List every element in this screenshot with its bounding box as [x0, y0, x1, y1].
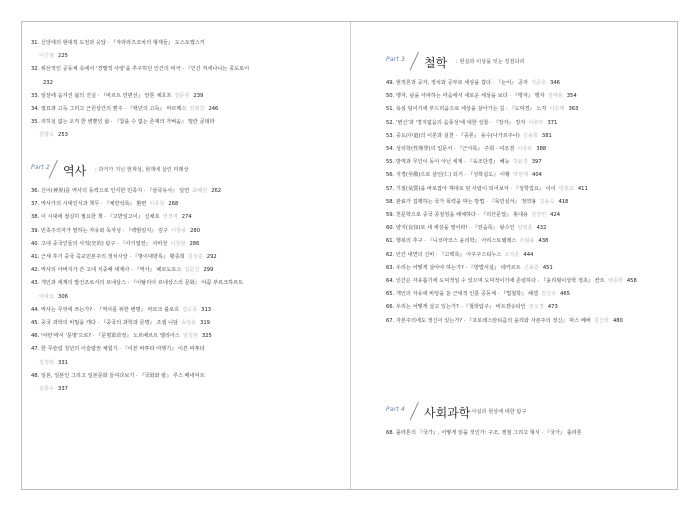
entry-title: 근세 후기 중국 죽교민본주의 정치사상 · 『명이대방록』 황종희	[40, 254, 185, 260]
entry-page-number: 325	[201, 333, 212, 340]
entry-number: 48.	[31, 372, 40, 379]
entry-author: 김용숙	[539, 198, 555, 205]
entry-page-number: 280	[190, 227, 201, 234]
entry-title: 중도(中道)의 이론과 실천 · 『중론』 용수(나가르주나)	[395, 132, 520, 139]
entry-author: 김정위	[39, 359, 55, 366]
entry-title: 인간은 자유롭기에 도덕적일 수 있으며 도덕적이기에 존엄하다 · 『윤리형이상학 정초』 칸트	[395, 278, 605, 284]
entry-title: 양지(良知)로 새 세상을 열어라! · 『전습록』 왕수인	[395, 225, 515, 232]
entry-author: 권오경	[528, 304, 544, 311]
entry-page-number: 225	[58, 53, 68, 60]
entry-author: 강윤경	[512, 159, 528, 166]
entry-number: 36.	[31, 188, 40, 194]
entry-author: 박현교	[558, 185, 574, 192]
entry-title: 신이(神異)를 역사의 동력으로 인식한 민족지 · 『삼국유사』 일연	[40, 188, 190, 194]
entry-page-number: 232	[43, 79, 53, 86]
toc-entry	[31, 304, 331, 317]
entry-page-number: 292	[206, 254, 217, 260]
entry-page-number: 274	[181, 214, 192, 221]
part-subtitle: : 사실과 현상에 대한 탐구	[468, 409, 527, 415]
entry-title: 중국 과학의 비밀을 캐다 · 『중국의 과학과 문명』 조셉 니담	[40, 320, 179, 326]
entry-number: 32.	[31, 66, 40, 73]
entry-author: 이종원	[149, 201, 165, 208]
entry-title: 기질(氣質)을 바로잡아 제대로 된 사람이 되어보자 · 『성학집요』 이이	[395, 185, 556, 192]
entry-page-number: 354	[566, 93, 577, 100]
toc-entry	[386, 156, 668, 169]
entry-number: 60.	[386, 225, 395, 232]
entry-page-number: 253	[58, 132, 68, 139]
entry-title: 지경(至敬)으로 살인(仁) 되기 · 『성학십도』 이황	[395, 172, 510, 179]
entry-title: 천문학으로 중국 종질검을 해체하다 · 『의산문답』 홍대용	[395, 212, 529, 218]
toc-entry	[31, 317, 331, 330]
entry-number: 51.	[386, 106, 395, 113]
part-subtitle: : 현실과 이상을 잇는 징검다리	[456, 59, 525, 65]
entry-title: 플라톤의 『국가』, 어떻게 읽을 것인가: 구조, 쟁점 그리고 형식 · 『국가』 플라톤	[395, 430, 582, 436]
entry-page-number: 418	[558, 198, 569, 205]
entry-number: 68.	[386, 430, 395, 436]
entry-title: '변신'과 '경지없음의 음풍성'에 대한 성찰 · 『장자』 장자	[395, 119, 526, 126]
toc-entry	[31, 238, 331, 251]
entry-page-number: 246	[208, 106, 219, 112]
entry-number: 44.	[31, 306, 40, 313]
entry-title: 맹자, 남을 아파하는 마음에서 새로운 세상을 보다 · 『맹자』 맹자	[395, 93, 545, 100]
toc-entry	[31, 330, 331, 343]
page-gutter	[350, 22, 351, 489]
entry-title: 리히실 없는 오직 한 변뿐인 삶 · 『참을 수 없는 존재의 가벼움』 밀란 쿤데라	[40, 119, 215, 126]
entry-author: 박현재	[513, 172, 529, 179]
toc-entry	[386, 196, 668, 209]
entry-title: 위선적인 공동체 속에서 '경멸적 사랑'을 추구하던 인간의 비극 · 『인간 저세나나는 종도로이	[40, 66, 250, 73]
entry-page-number: 381	[541, 132, 552, 139]
entry-page-number: 404	[532, 172, 542, 179]
toc-entry	[386, 301, 668, 314]
toc-entry	[386, 315, 668, 328]
part-divider-slash	[410, 402, 419, 421]
entry-number: 47.	[31, 346, 40, 353]
entry-page-number: 268	[168, 201, 179, 208]
entry-title: 고대 중국인들의 사적(史的) 탐구 · 『사기열전』 사마천	[40, 240, 168, 247]
entry-number: 61.	[386, 238, 395, 245]
entry-author: 김통수	[39, 386, 55, 392]
part-heading	[386, 402, 668, 424]
entry-number: 45.	[31, 320, 40, 326]
entry-author: 송상용	[181, 320, 197, 326]
entry-number: 31.	[31, 40, 40, 46]
entry-number: 33.	[31, 92, 40, 99]
entry-title: 한 무슬림 청년의 이슬람권 체험기 · 『이븐 바투타 여행기』 이븐 바투타	[40, 346, 205, 353]
entry-number: 64.	[386, 278, 395, 284]
entry-author: 조석훈	[504, 251, 520, 258]
toc-entry	[386, 183, 668, 196]
entry-page-number: 432	[536, 225, 547, 232]
entry-number: 42.	[31, 267, 40, 274]
part-heading	[31, 160, 331, 182]
entry-number: 38.	[31, 214, 40, 221]
entry-author: 최혜원	[192, 188, 208, 194]
toc-entry	[31, 198, 331, 211]
entry-page-number: 411	[577, 185, 588, 192]
entry-author: 연정역	[162, 214, 178, 221]
part-label: Part 2	[31, 164, 51, 171]
entry-title: 현적론과 공자, 정치와 공부로 세상을 잡다 · 『논어』 공자	[395, 80, 529, 86]
entry-author: 김응종	[182, 306, 198, 313]
toc-entry	[386, 117, 668, 130]
toc-entry	[31, 370, 331, 383]
entry-title: 역사가의 시대인식과 책무 · 『체반석록』 환련	[40, 201, 147, 208]
entry-number: 43.	[31, 280, 40, 287]
entry-page-number: 473	[547, 304, 558, 311]
toc-entry	[31, 251, 331, 264]
toc-entry	[386, 235, 668, 248]
entry-author: 백종현	[607, 278, 623, 284]
entry-author: 김강민	[531, 212, 547, 218]
toc-entry	[386, 77, 668, 90]
entry-title: 우리는 어떻게 살고 있는가? · 『철학탐구』 비트겐슈타인	[395, 304, 526, 311]
entry-title: 개인의 자유에 바탕을 둔 근대적 인륜 공동체 · 『법철학』 헤겔	[395, 291, 539, 298]
entry-number: 54.	[386, 146, 395, 152]
entry-author: 김상준	[187, 254, 203, 260]
entry-page-number: 451	[542, 264, 553, 271]
entry-page-number: 424	[550, 212, 561, 218]
entry-title: '야만'에서 '문명'으로? · 『문명화과정』 노르베르트 엘리아스	[40, 333, 180, 340]
entry-author: 이창용	[171, 227, 187, 234]
toc-entry	[31, 63, 331, 76]
entry-number: 66.	[386, 304, 395, 311]
entry-number: 52.	[386, 119, 395, 126]
entry-author: 이준태	[549, 106, 565, 113]
toc-entry	[31, 264, 331, 277]
toc-entry-continuation	[39, 77, 53, 90]
entry-page-number: 480	[612, 317, 623, 324]
entry-page-number: 306	[58, 293, 68, 300]
toc-entry-continuation	[39, 357, 68, 370]
entry-number: 67.	[386, 317, 395, 324]
entry-author: 신용준	[523, 264, 539, 271]
entry-page-number: 438	[538, 238, 549, 245]
part-heading	[386, 52, 668, 74]
entry-author: 임영훈	[517, 225, 533, 232]
entry-number: 57.	[386, 185, 395, 192]
entry-title: 절묘과 고독 그리고 근원상간의 맨주 · 『백년의 고독』 마르께스	[40, 106, 187, 112]
entry-page-number: 371	[547, 119, 558, 126]
toc-entry	[386, 90, 668, 103]
entry-author: 김문진	[184, 267, 200, 274]
toc-entry	[31, 343, 331, 356]
toc-entry-continuation	[39, 291, 68, 304]
toc-entry	[386, 103, 668, 116]
entry-number: 35.	[31, 119, 40, 126]
entry-title: 관료가 집행하는 국가 폭력을 막는 방법 · 『목민심서』 정약용	[395, 198, 537, 205]
entry-number: 37.	[31, 201, 40, 208]
entry-title: 역사의 아버지가 쓴 고대 지중해 세계사 · 『역사』 헤로도토스	[40, 267, 182, 274]
entry-page-number: 397	[531, 159, 542, 166]
toc-entry	[31, 37, 331, 50]
entry-page-number: 363	[568, 106, 579, 113]
entry-title: 이 시대에 절실히 필요한 책 · 『고반일고이』 신채호	[40, 214, 160, 221]
entry-author: 임석현	[182, 333, 198, 340]
entry-author: 김태용	[547, 93, 563, 100]
entry-number: 56.	[386, 172, 395, 179]
entry-number: 65.	[386, 291, 395, 298]
entry-title: 민족주의자가 말하는 자유와 독자성 · 『백범일지』 김구	[40, 227, 169, 234]
toc-entry	[31, 116, 331, 129]
entry-number: 41.	[31, 254, 40, 260]
entry-number: 39.	[31, 227, 40, 234]
entry-number: 50.	[386, 93, 395, 100]
entry-number: 62.	[386, 251, 395, 258]
entry-page-number: 337	[58, 386, 68, 392]
entry-author: 이창현	[170, 240, 186, 247]
entry-number: 34.	[31, 106, 40, 112]
entry-page-number: 331	[58, 359, 68, 366]
entry-page-number: 388	[536, 146, 547, 152]
entry-page-number: 262	[211, 188, 222, 194]
entry-title: 자본주의에도 정신이 있는가? · 『프로테스탄티즘의 윤리와 자본주의 정신』 막스 베버	[395, 317, 591, 324]
entry-page-number: 313	[201, 306, 212, 313]
part-title: 역사	[63, 164, 87, 178]
entry-author: 김형찬	[189, 106, 205, 112]
toc-entry	[31, 277, 331, 290]
toc-entry-continuation	[39, 129, 68, 142]
toc-entry	[386, 130, 668, 143]
toc-entry	[386, 222, 668, 235]
part-subtitle: : 과거가 지닌 현재성, 현재에 살린 미래상	[95, 167, 189, 173]
toc-entry	[386, 249, 668, 262]
entry-number: 58.	[386, 198, 395, 205]
entry-page-number: 465	[560, 291, 570, 298]
toc-entry	[386, 143, 668, 156]
entry-title: 성리학(性理學)의 입문서 · 『근사록』 주희 · 여조겸	[395, 146, 515, 152]
toc-entry	[386, 169, 668, 182]
entry-title: 일상에 숨겨진 삶의 진실 · 『바르트 만편선』 안톤 체호프	[40, 92, 172, 99]
toc-entry	[386, 275, 668, 288]
entry-number: 55.	[386, 159, 395, 166]
part-label: Part 3	[386, 56, 406, 63]
entry-page-number: 299	[203, 267, 214, 274]
entry-page-number: 239	[193, 92, 204, 99]
part-title: 사회과학	[424, 406, 471, 420]
entry-number: 63.	[386, 264, 395, 271]
entry-number: 46.	[31, 333, 40, 340]
toc-entry	[31, 90, 331, 103]
entry-author: 이현주	[528, 119, 544, 126]
entry-author: 김신력	[593, 317, 609, 324]
entry-title: 방역과 무인이 동이 아닌 세계 · 『육조단경』 혜능	[395, 159, 510, 166]
toc-entry	[386, 209, 668, 222]
entry-number: 40.	[31, 240, 40, 247]
entry-number: 49.	[386, 80, 395, 86]
toc-entry	[31, 211, 331, 224]
entry-author: 아파요	[39, 293, 55, 300]
part-label: Part 4	[386, 406, 406, 413]
entry-title: 역사는 무엇에 쓰는가? · 『역사를 위한 변명』 마르크 블로흐	[40, 306, 180, 313]
entry-title: 우리는 어떻게 살아야 하는가? · 『방법서설』 데카르트	[395, 264, 521, 271]
entry-page-number: 458	[626, 278, 637, 284]
toc-entry-continuation	[39, 50, 68, 63]
entry-page-number: 444	[523, 251, 534, 258]
entry-author: 이상로	[517, 146, 533, 152]
entry-title: 인간 내면의 신비 · 『고백록』 아우구스티누스	[395, 251, 502, 258]
entry-number: 53.	[386, 132, 395, 139]
part-title: 철학	[424, 56, 448, 70]
part-divider-slash	[410, 52, 419, 71]
entry-page-number: 319	[200, 320, 210, 326]
entry-author: 김용희	[522, 132, 538, 139]
entry-title: 개인과 세계의 밥건조로서의 르네상스 · 『이탈리아 르네상스의 문화』 야콥 부르크하르트	[40, 280, 244, 287]
toc-entry	[31, 103, 331, 116]
entry-number: 59.	[386, 212, 395, 218]
entry-title: 행복의 추구 · 『니코마코스 윤리학』 아리스토텔레스	[395, 238, 517, 245]
toc-entry	[386, 427, 668, 440]
toc-entry-continuation	[39, 383, 68, 396]
entry-author: 김향숙	[39, 132, 55, 139]
toc-entry	[386, 262, 668, 275]
entry-title: 신앙에의 현대적 도전과 응답 · 『자라라즈코차의 형제들』 도스토옙스키	[40, 40, 205, 46]
entry-author: 이신철	[39, 53, 55, 60]
toc-entry	[386, 288, 668, 301]
entry-author: 조형용	[519, 238, 535, 245]
entry-page-number: 346	[550, 80, 560, 86]
entry-title: 일본, 일본인 그리고 일본문화 들여다보기 · 『국화와 칼』 루스 베네딕트	[40, 372, 205, 379]
toc-entry	[31, 225, 331, 238]
entry-title: 욕심 덤이기에 부드러움으로 세상을 살아가는 길 · 『도덕경』 노자	[395, 106, 547, 113]
entry-author: 강문원	[174, 92, 190, 99]
entry-page-number: 286	[189, 240, 200, 247]
entry-author: 지준호	[531, 80, 547, 86]
entry-author: 김선우	[541, 291, 557, 298]
toc-entry	[31, 185, 331, 198]
